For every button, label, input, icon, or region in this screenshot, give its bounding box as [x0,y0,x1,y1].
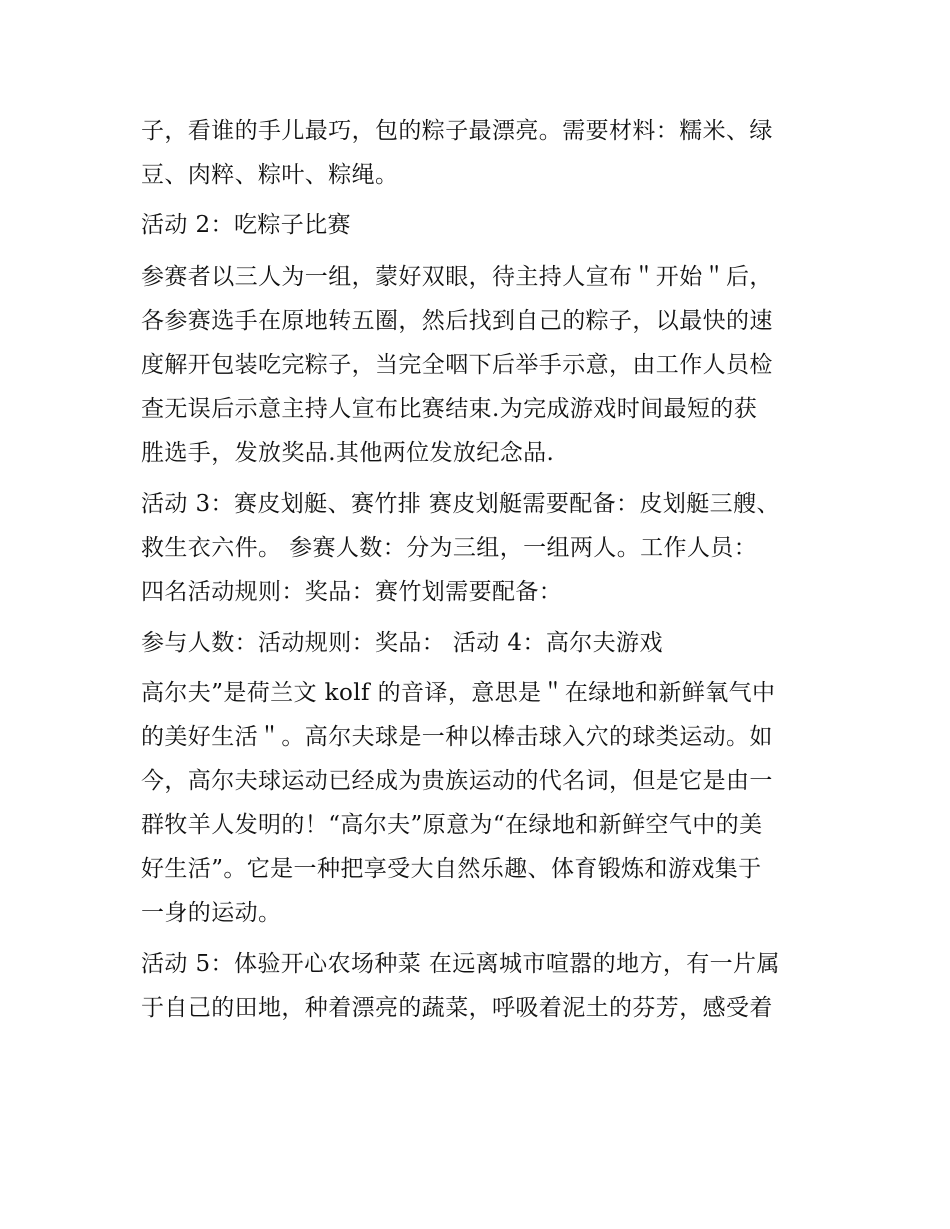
text-line: 的美好生活＂。高尔夫球是一种以棒击球入穴的球类运动。如 [141,724,773,750]
paragraph-activity-3 [141,482,821,614]
text-line: 参与人数：活动规则：奖品： 活动 4：高尔夫游戏 [141,630,663,656]
heading-activity-2 [141,203,821,247]
text-line: 活动 3：赛皮划艇、赛竹排 赛皮划艇需要配备：皮划艇三艘、 [141,491,780,517]
paragraph-eating-contest [141,255,821,475]
text-line: 群牧羊人发明的！“高尔夫”原意为“在绿地和新鲜空气中的美 [141,812,763,838]
text-line: 子，看谁的手儿最巧，包的粽子最漂亮。需要材料：糯米、绿 [141,118,773,144]
paragraph-zongzi-making [141,109,821,197]
text-line: 查无误后示意主持人宣布比赛结束.为完成游戏时间最短的获 [141,396,758,422]
text-line: 今，高尔夫球运动已经成为贵族运动的代名词，但是它是由一 [141,768,773,794]
text-line: 胜选手，发放奖品.其他两位发放纪念品. [141,440,555,466]
text-line: 活动 5：体验开心农场种菜 在远离城市喧嚣的地方，有一片属 [141,951,780,977]
document-body [141,109,821,1036]
text-line: 于自己的田地，种着漂亮的蔬菜，呼吸着泥土的芬芳，感受着 [141,995,773,1021]
text-line: 高尔夫”是荷兰文 kolf 的音译，意思是＂在绿地和新鲜氧气中 [141,680,776,706]
text-line: 度解开包装吃完粽子，当完全咽下后举手示意，由工作人员检 [141,352,773,378]
text-line: 活动 2：吃粽子比赛 [141,212,351,238]
paragraph-golf [141,671,821,935]
paragraph-activity-4-heading [141,621,821,665]
text-line: 参赛者以三人为一组，蒙好双眼，待主持人宣布＂开始＂后， [141,264,773,290]
text-line: 好生活”。它是一种把享受大自然乐趣、体育锻炼和游戏集于 [141,856,762,882]
text-line: 各参赛选手在原地转五圈，然后找到自己的粽子，以最快的速 [141,308,773,334]
text-line: 救生衣六件。 参赛人数：分为三组，一组两人。工作人员： [141,535,758,561]
text-line: 四名活动规则：奖品：赛竹划需要配备： [141,579,563,605]
text-line: 一身的运动。 [141,900,282,926]
paragraph-activity-5 [141,942,821,1030]
text-line: 豆、肉粹、粽叶、粽绳。 [141,162,399,188]
